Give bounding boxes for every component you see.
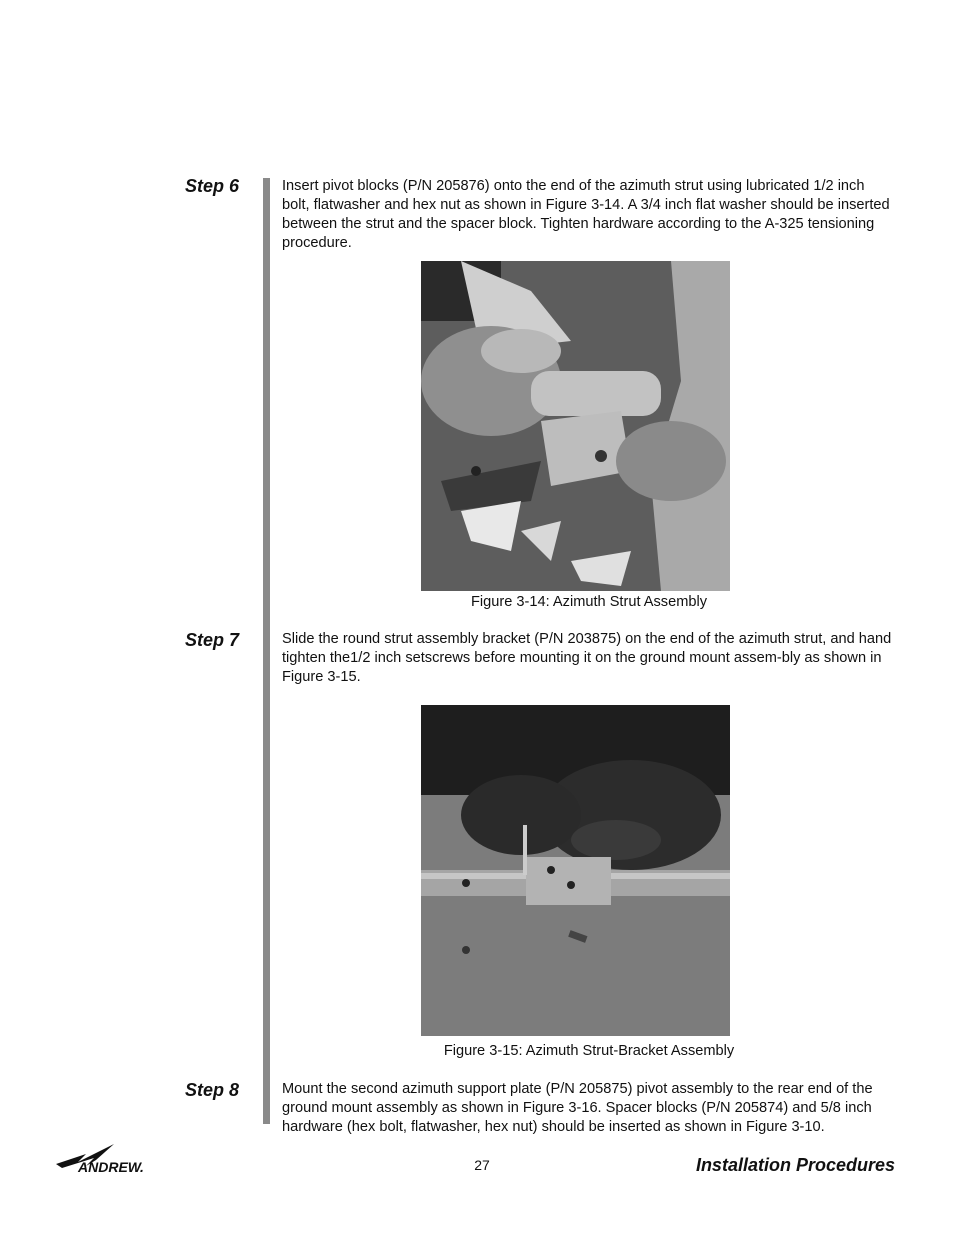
step-8-text: Mount the second azimuth support plate (P/N 205875) pivot assembly to the rear end of the ground mount assembly as shown in Figure 3-16. Spacer blocks (P/N 205874) and 5/8 inch hardware (hex bolt, flatwasher, hex nut) should be inserted as shown in Figure 3-10.	[282, 1081, 873, 1135]
step-6-text: Insert pivot blocks (P/N 205876) onto the end of the azimuth strut using lubricated 1/2 inch bolt, flatwasher and hex nut as shown in Figure 3-14. A 3/4 inch flat washer should be inserted between the strut and the spacer block. Tighten hardware according to the A-325 tensioning procedure.	[282, 178, 890, 251]
step-7-text: Slide the round strut assembly bracket (P/N 203875) on the end of the azimuth strut, and hand tighten the1/2 inch setscrews before mounting it on the ground mount assem-bly as shown in Figure 3-15.	[282, 631, 892, 685]
figure-3-15-photo	[421, 705, 730, 1036]
footer-section-title: Installation Procedures	[695, 1155, 895, 1175]
svg-text:ANDREW.: ANDREW.	[78, 1159, 144, 1175]
figure-3-14-caption: Figure 3-14: Azimuth Strut Assembly	[470, 594, 708, 610]
step-7-label: Step 7	[185, 630, 240, 650]
andrew-logo	[56, 1142, 171, 1181]
step-6-label: Step 6	[185, 176, 240, 196]
figure-3-15-caption: Figure 3-15: Azimuth Strut-Bracket Assembly	[443, 1043, 735, 1059]
margin-rule-bar	[263, 178, 270, 1124]
page-number: 27	[474, 1157, 490, 1173]
step-8-label: Step 8	[185, 1080, 240, 1100]
figure-3-14-photo	[421, 261, 730, 591]
